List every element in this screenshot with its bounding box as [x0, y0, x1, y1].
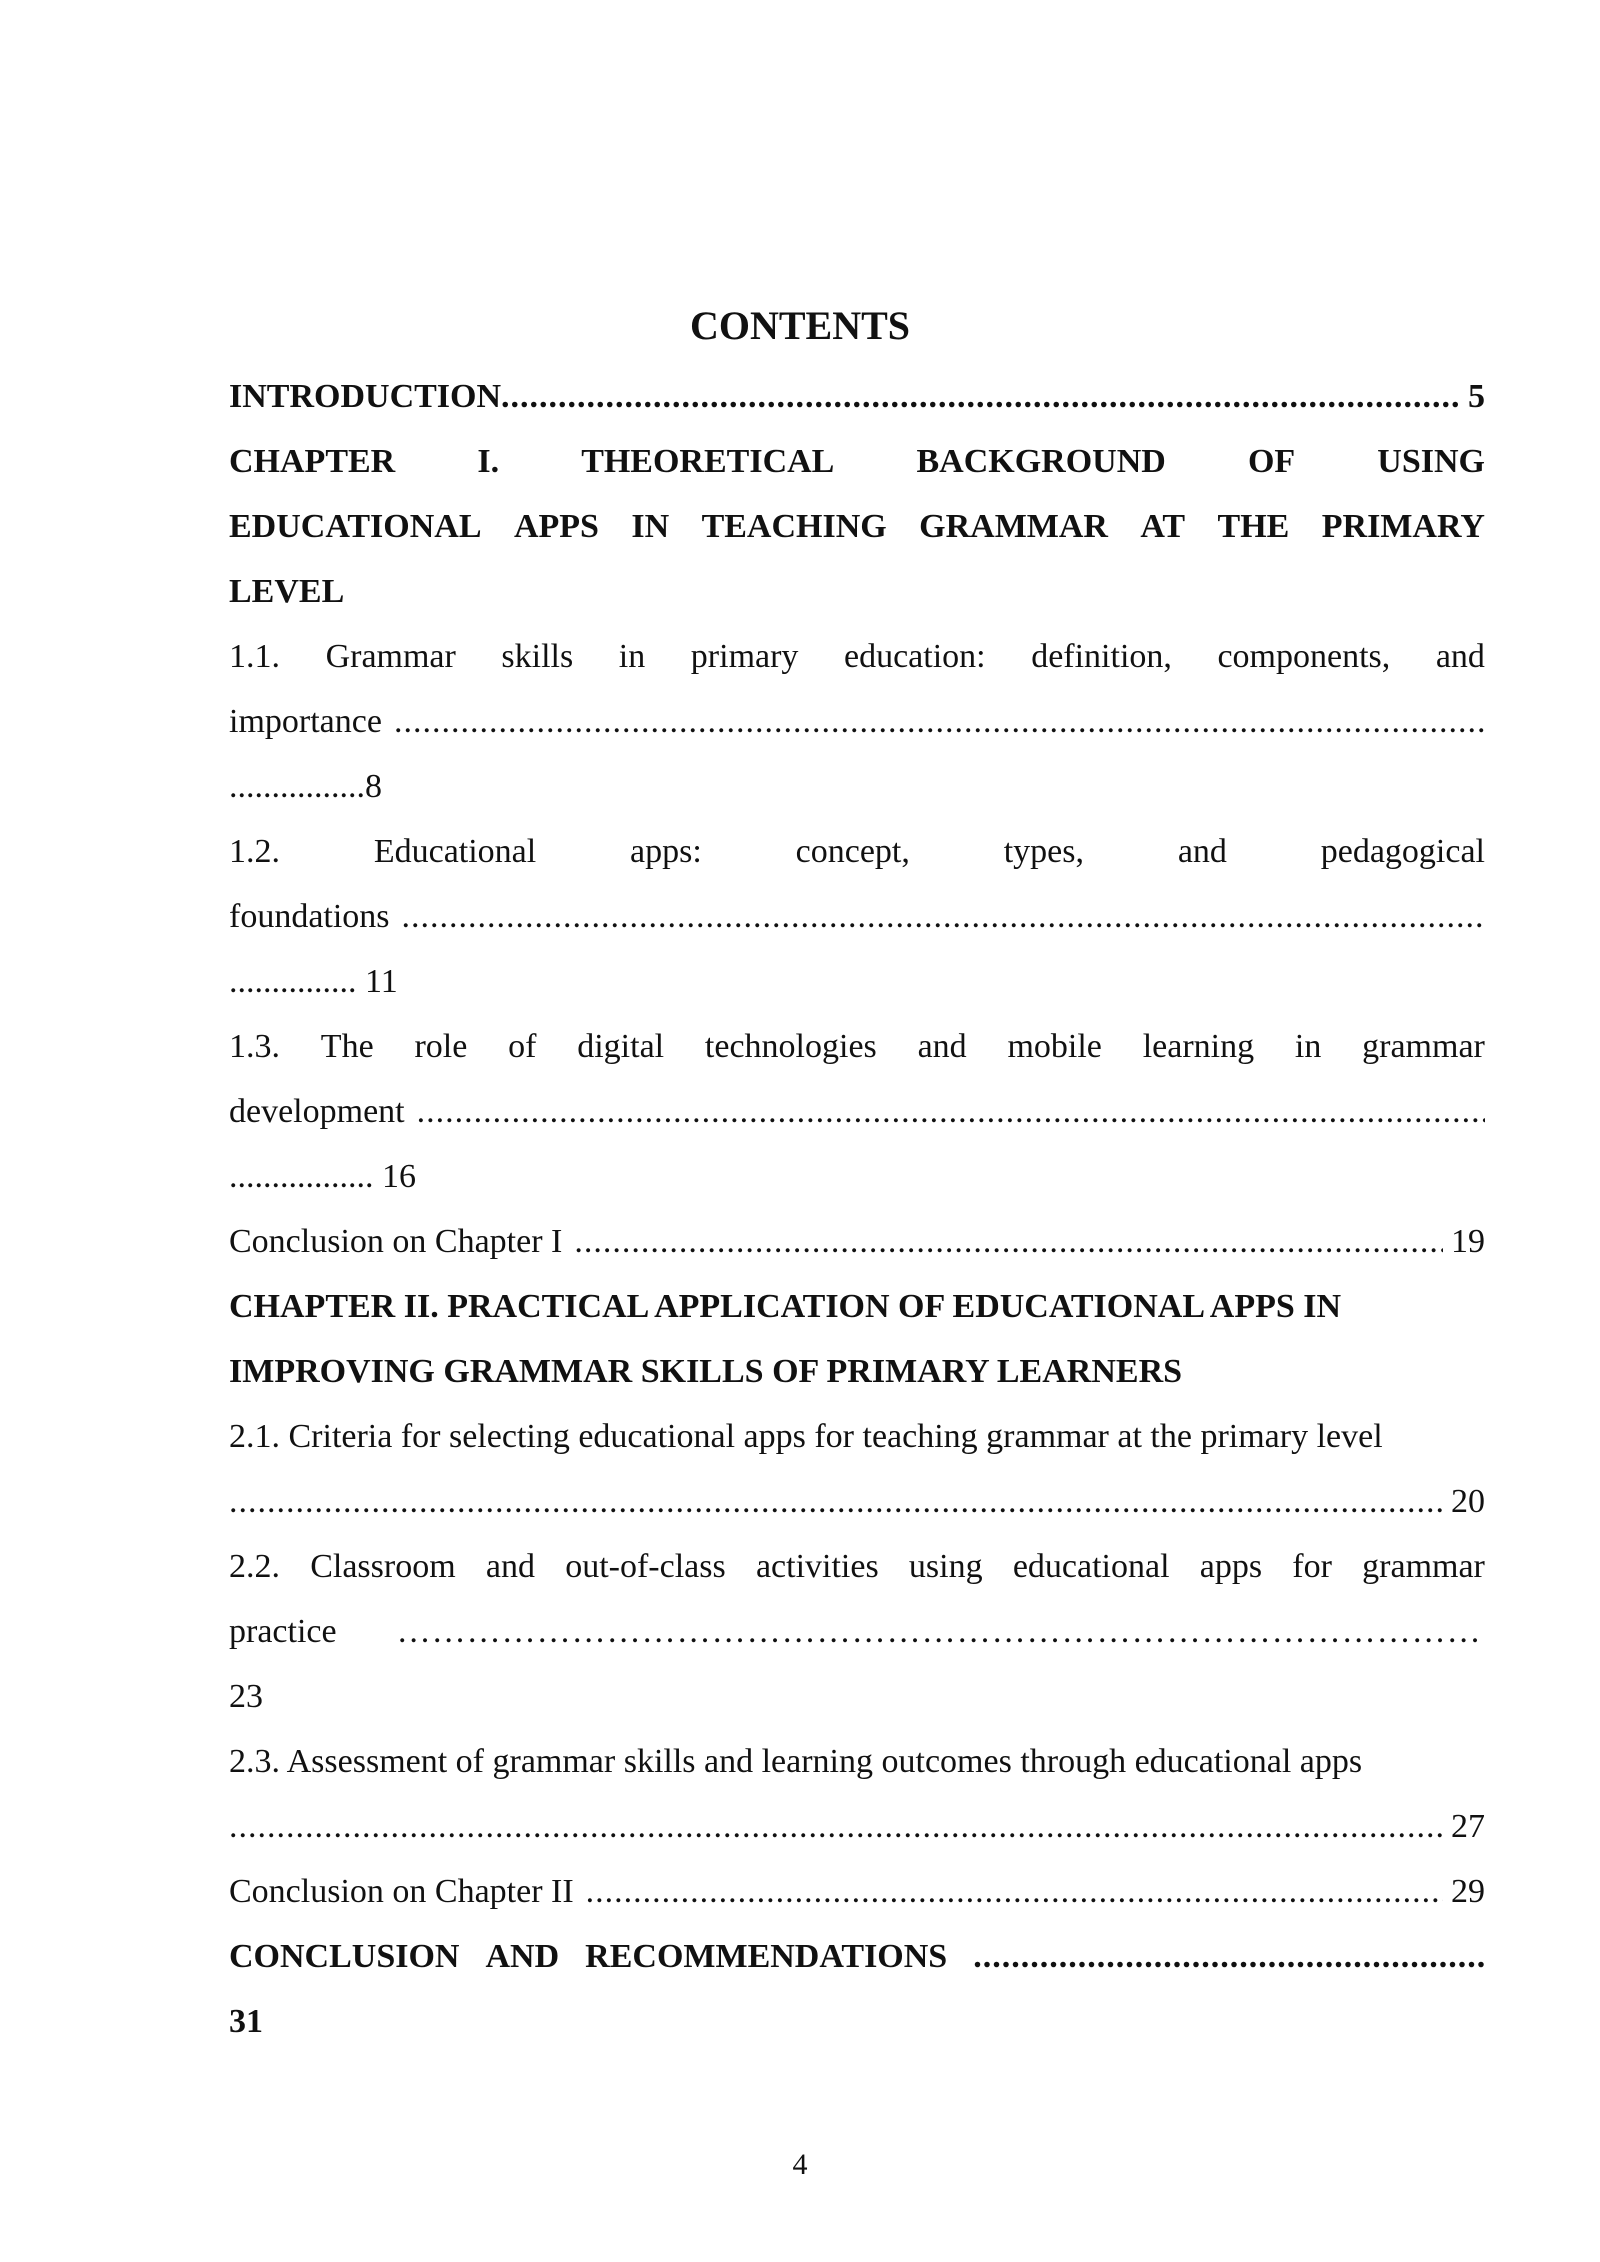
toc-word: components,: [1217, 638, 1391, 675]
dot-leader: [501, 364, 1460, 429]
toc-label: INTRODUCTION: [229, 378, 502, 415]
toc-section-2-2-line-2: [229, 1599, 1485, 1664]
toc-word: and: [1177, 833, 1227, 870]
toc-word: 1.2.: [229, 833, 280, 870]
toc-chapter-2-line-1: CHAPTER II. PRACTICAL APPLICATION OF EDUCATIONAL APPS IN: [229, 1288, 1342, 1325]
toc-word: using: [908, 1548, 983, 1585]
toc-word: Classroom: [310, 1548, 456, 1585]
toc-word: skills: [501, 638, 574, 675]
toc-word: pedagogical: [1320, 833, 1485, 870]
toc-label: Conclusion on Chapter II: [229, 1873, 574, 1910]
toc-word: USING: [1377, 443, 1485, 480]
toc-word: technologies: [704, 1028, 877, 1065]
toc-word: types,: [1003, 833, 1084, 870]
toc-word: CONCLUSION: [229, 1938, 460, 1975]
toc-section-1-2-line-2: [229, 884, 1485, 949]
toc-word: EDUCATIONAL: [229, 508, 482, 545]
page-number-footer: 4: [792, 2148, 808, 2181]
dot-leader: [417, 1079, 1485, 1144]
toc-section-2-1-line-2: [229, 1469, 1485, 1534]
toc-label: Conclusion on Chapter I: [229, 1223, 563, 1260]
dot-leader: [402, 884, 1485, 949]
toc-word: role: [414, 1028, 468, 1065]
toc-word: Educational: [373, 833, 537, 870]
toc-word: apps:: [630, 833, 702, 870]
toc-word: 1.3.: [229, 1028, 280, 1065]
toc-word: and: [1435, 638, 1485, 675]
toc-word: education:: [844, 638, 986, 675]
toc-section-2-3-line-1: 2.3. Assessment of grammar skills and learning outcomes through educational apps: [229, 1743, 1363, 1780]
toc-chapter-1-line-1: [229, 429, 1485, 494]
dot-leader-text: ...............: [229, 963, 365, 1000]
toc-word: primary: [690, 638, 799, 675]
dot-leader: [397, 1599, 1485, 1664]
toc-section-1-3-line-3: [229, 1144, 1485, 1209]
toc-word: and: [917, 1028, 967, 1065]
toc-word: BACKGROUND: [916, 443, 1166, 480]
dot-leader: [229, 1469, 1443, 1534]
toc-entry-conclusion-page: 31: [229, 2003, 263, 2040]
toc-page-number: 5: [1468, 378, 1485, 415]
toc-word: out-of-class: [565, 1548, 726, 1585]
toc-section-2-3-line-2: [229, 1794, 1485, 1859]
toc-word: APPS: [513, 508, 599, 545]
contents-title: CONTENTS: [689, 303, 911, 348]
toc-word: AT: [1140, 508, 1186, 545]
toc-label: importance: [229, 703, 382, 740]
dot-leader: [229, 1794, 1443, 1859]
toc-word: of: [508, 1028, 537, 1065]
toc-page-number: 16: [382, 1158, 416, 1195]
toc-word: in: [1294, 1028, 1322, 1065]
toc-word: learning: [1142, 1028, 1255, 1065]
toc-section-1-3-line-2: [229, 1079, 1485, 1144]
toc-word: definition,: [1031, 638, 1172, 675]
toc-word: I.: [477, 443, 500, 480]
toc-word: mobile: [1007, 1028, 1102, 1065]
toc-page-number: 20: [1451, 1483, 1485, 1520]
toc-word: THEORETICAL: [581, 443, 835, 480]
dot-leader: [574, 1209, 1443, 1274]
toc-word: grammar: [1362, 1548, 1485, 1585]
toc-label: foundations: [229, 898, 390, 935]
toc-page-number: 19: [1451, 1223, 1485, 1260]
dot-leader: [973, 1924, 1485, 1989]
toc-word: TEACHING: [701, 508, 887, 545]
dot-leader: [586, 1859, 1443, 1924]
toc-page-number: 8: [365, 768, 382, 805]
toc-section-2-2-line-1: [229, 1534, 1485, 1599]
toc-page-number: 27: [1451, 1808, 1485, 1845]
toc-entry-conclusion-chapter-2: [229, 1859, 1485, 1924]
toc-page-number: 11: [365, 963, 398, 1000]
toc-section-1-1-line-2: [229, 689, 1485, 754]
dot-leader-text: ................: [229, 768, 365, 805]
toc-word: concept,: [795, 833, 910, 870]
toc-word: Grammar: [325, 638, 456, 675]
toc-page-number: 29: [1451, 1873, 1485, 1910]
dot-leader: [394, 689, 1485, 754]
toc-word: PRIMARY: [1321, 508, 1485, 545]
toc-word: The: [320, 1028, 374, 1065]
toc-chapter-2-line-2: IMPROVING GRAMMAR SKILLS OF PRIMARY LEARNERS: [229, 1353, 1183, 1390]
toc-word: GRAMMAR: [919, 508, 1108, 545]
toc-chapter-1-line-3: LEVEL: [229, 573, 345, 610]
toc-word: digital: [577, 1028, 665, 1065]
toc-word: OF: [1247, 443, 1296, 480]
toc-chapter-1-line-2: [229, 494, 1485, 559]
toc-word: AND: [485, 1938, 560, 1975]
toc-section-1-1-line-1: [229, 624, 1485, 689]
toc-label: development: [229, 1093, 405, 1130]
toc-word: 2.2.: [229, 1548, 280, 1585]
toc-word: CHAPTER: [229, 443, 396, 480]
toc-word: and: [485, 1548, 535, 1585]
toc-word: RECOMMENDATIONS: [585, 1938, 948, 1975]
toc-label: practice: [229, 1613, 337, 1650]
toc-entry-introduction: [229, 364, 1485, 429]
toc-section-1-3-line-1: [229, 1014, 1485, 1079]
toc-section-2-1-line-1: 2.1. Criteria for selecting educational apps for teaching grammar at the primary level: [229, 1418, 1383, 1455]
toc-word: educational: [1012, 1548, 1170, 1585]
toc-word: grammar: [1362, 1028, 1485, 1065]
toc-section-2-2-line-3: 23: [229, 1678, 263, 1715]
toc-word: for: [1292, 1548, 1332, 1585]
toc-entry-conclusion-chapter-1: [229, 1209, 1485, 1274]
table-of-contents: [229, 364, 1485, 2054]
toc-word: THE: [1217, 508, 1290, 545]
toc-word: 1.1.: [229, 638, 280, 675]
toc-section-1-1-line-3: [229, 754, 1485, 819]
toc-word: IN: [631, 508, 670, 545]
toc-word: apps: [1199, 1548, 1263, 1585]
toc-word: activities: [755, 1548, 879, 1585]
toc-section-1-2-line-3: [229, 949, 1485, 1014]
toc-section-1-2-line-1: [229, 819, 1485, 884]
toc-entry-conclusion-recommendations: [229, 1924, 1485, 1989]
dot-leader-text: .................: [229, 1158, 382, 1195]
toc-word: in: [618, 638, 646, 675]
